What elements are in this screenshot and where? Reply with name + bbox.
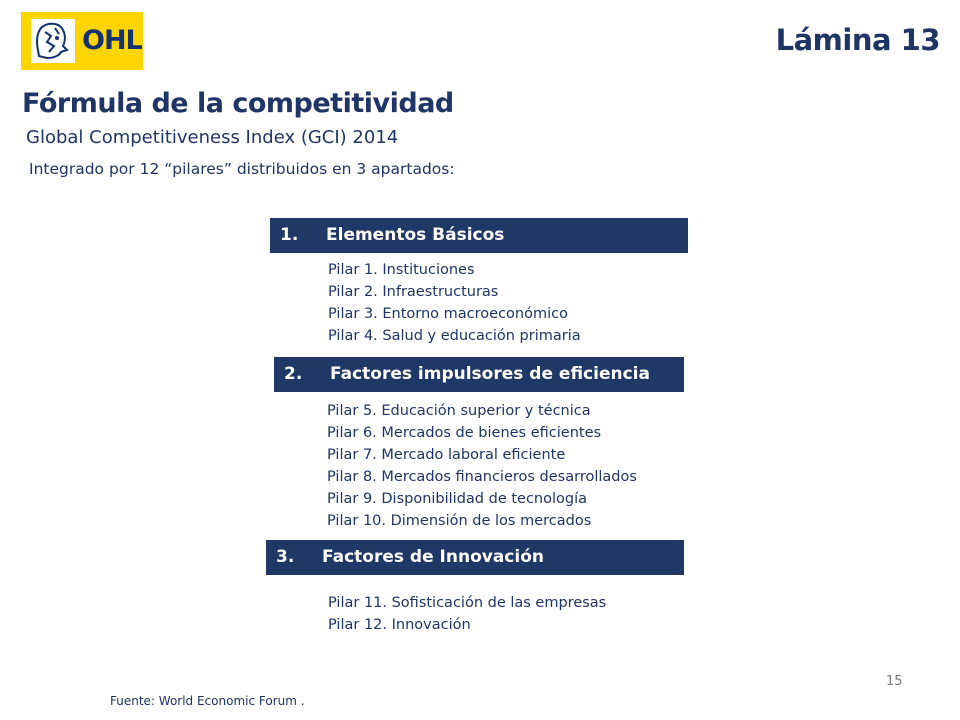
list-item: Pilar 11. Sofisticación de las empresas	[328, 595, 607, 611]
list-item: Pilar 6. Mercados de bienes eficientes	[327, 425, 602, 441]
section-label: Elementos Básicos	[326, 225, 505, 245]
ohl-logo	[21, 12, 143, 70]
section-number: 1.	[280, 225, 299, 245]
pillar-list-basic	[328, 259, 581, 347]
slide-number-label: Lámina 13	[775, 23, 940, 57]
logo-text: OHL	[82, 25, 142, 56]
list-item: Pilar 3. Entorno macroeconómico	[328, 306, 568, 322]
section-bar-basic	[270, 218, 688, 253]
section-label: Factores impulsores de eficiencia	[330, 364, 650, 384]
section-number: 2.	[284, 364, 303, 384]
list-item: Pilar 5. Educación superior y técnica	[327, 403, 591, 419]
section-number: 3.	[276, 547, 295, 567]
list-item: Pilar 7. Mercado laboral eficiente	[327, 447, 566, 463]
list-item: Pilar 10. Dimensión de los mercados	[327, 513, 592, 529]
pillar-list-innovation	[328, 592, 606, 636]
list-item: Pilar 8. Mercados financieros desarrollados	[327, 469, 637, 485]
section-label: Factores de Innovación	[322, 547, 544, 567]
intro-text: Integrado por 12 “pilares” distribuidos en 3 apartados:	[29, 160, 455, 178]
section-bar-efficiency	[274, 357, 684, 392]
list-item: Pilar 1. Instituciones	[328, 262, 475, 278]
list-item: Pilar 4. Salud y educación primaria	[328, 328, 581, 344]
list-item: Pilar 12. Innovación	[328, 617, 471, 633]
page-subtitle: Global Competitiveness Index (GCI) 2014	[26, 127, 399, 148]
page-number: 15	[886, 674, 903, 689]
list-item: Pilar 2. Infraestructuras	[328, 284, 499, 300]
list-item: Pilar 9. Disponibilidad de tecnología	[327, 491, 588, 507]
section-bar-innovation	[266, 540, 684, 575]
pillar-list-efficiency	[327, 400, 637, 532]
source-note: Fuente: World Economic Forum .	[110, 694, 305, 708]
page-title: Fórmula de la competitividad	[22, 88, 454, 119]
